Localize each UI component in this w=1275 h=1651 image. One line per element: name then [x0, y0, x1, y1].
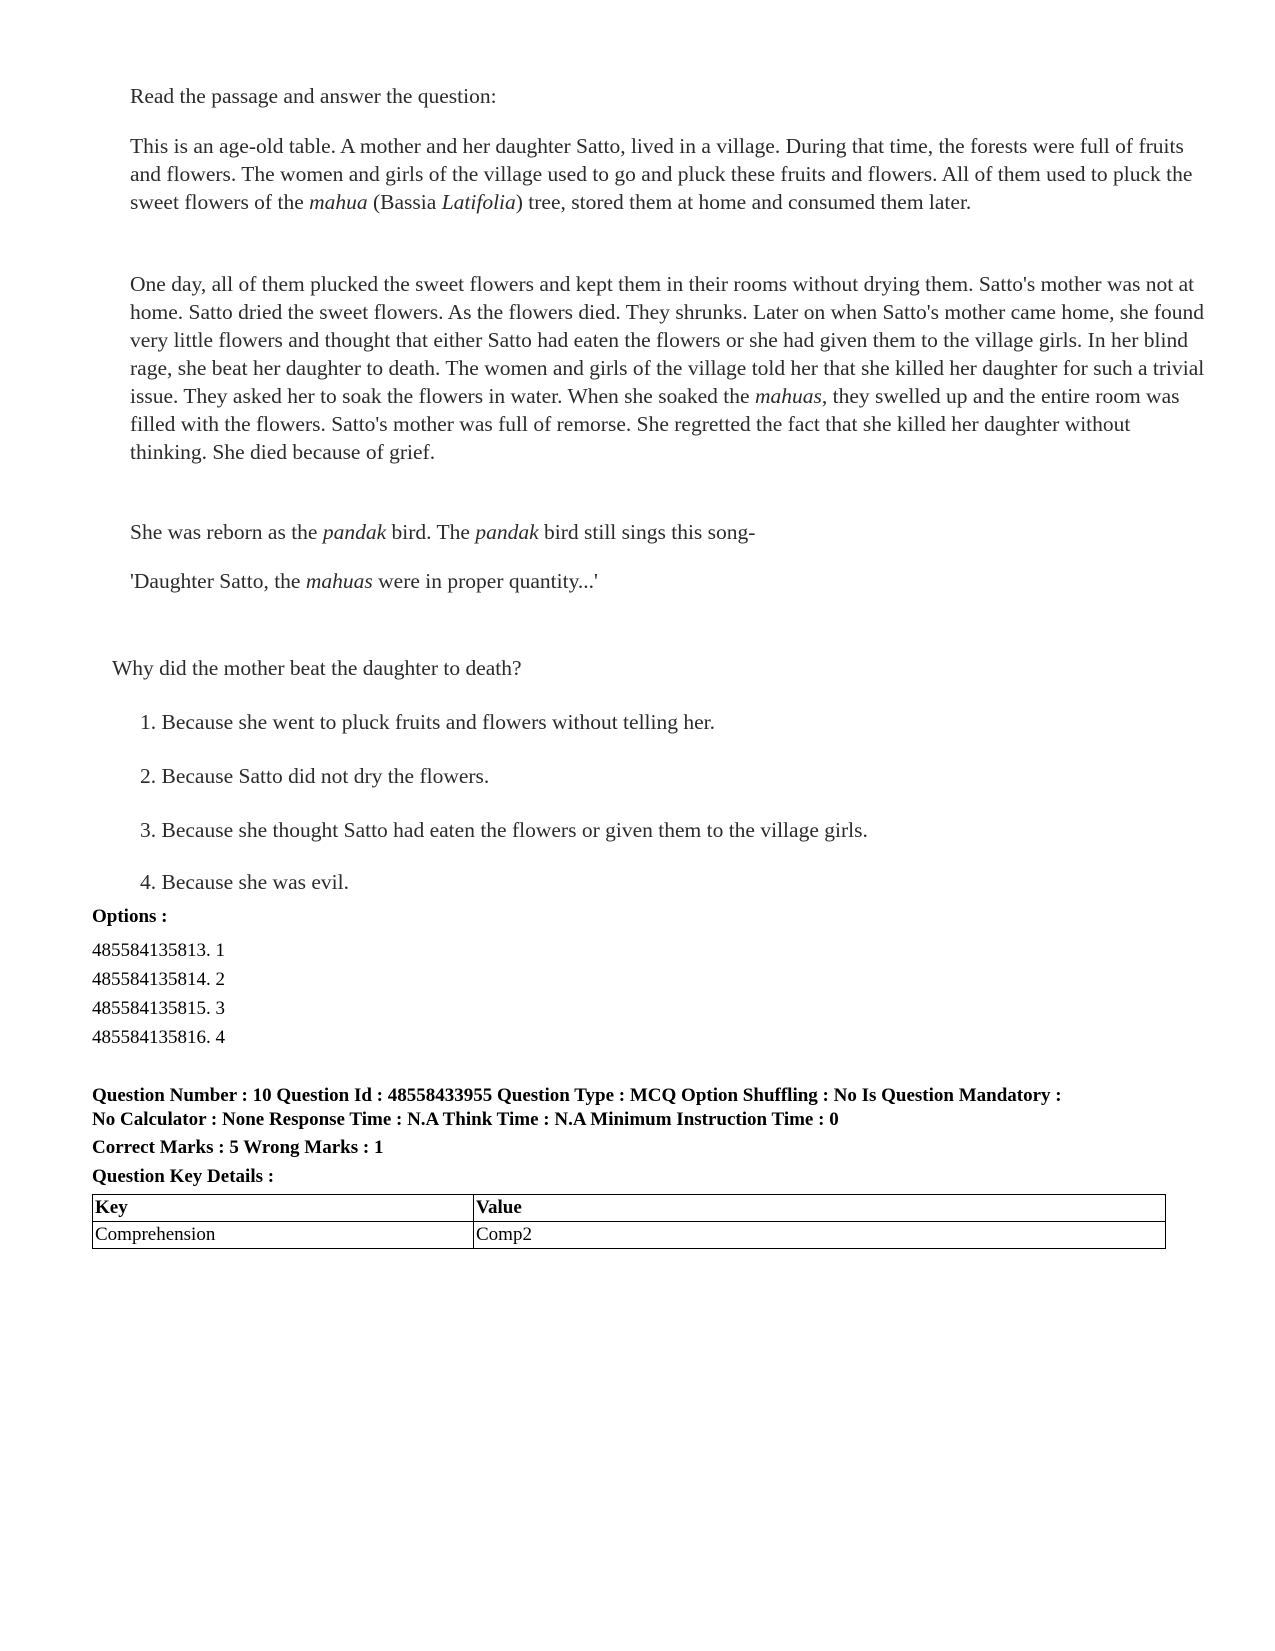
- question-choice-2: 2. Because Satto did not dry the flowers.: [140, 764, 490, 788]
- options-heading: Options :: [92, 906, 168, 927]
- option-item: 485584135814. 2: [92, 969, 225, 990]
- question-metadata-line-1: Question Number : 10 Question Id : 48558433955 Question Type : MCQ Option Shuffling : No Is Question Mandatory :: [92, 1085, 1062, 1106]
- question-choice-4: 4. Because she was evil.: [140, 870, 349, 894]
- table-cell-key: Comprehension: [93, 1222, 474, 1249]
- key-details-table: [92, 1194, 1166, 1249]
- option-item: 485584135815. 3: [92, 998, 225, 1019]
- passage-paragraph-3: She was reborn as the pandak bird. The pandak bird still sings this song-: [130, 520, 756, 544]
- marks-info: Correct Marks : 5 Wrong Marks : 1: [92, 1137, 384, 1158]
- passage-paragraph-4: 'Daughter Satto, the mahuas were in proper quantity...': [130, 569, 598, 593]
- passage-instruction: Read the passage and answer the question:: [130, 84, 497, 108]
- table-header-row: [93, 1195, 1166, 1222]
- table-cell-value: Comp2: [474, 1222, 1166, 1249]
- table-row: [93, 1222, 1166, 1249]
- question-metadata: [92, 1084, 1192, 1132]
- question-metadata-line-2: No Calculator : None Response Time : N.A Think Time : N.A Minimum Instruction Time : 0: [92, 1109, 839, 1130]
- key-details-heading: Question Key Details :: [92, 1166, 275, 1187]
- passage-paragraph-2: One day, all of them plucked the sweet flowers and kept them in their rooms without drying them. Satto's mother was not at home. Satto dried the sweet flowers. As the flowers died. They shrunks. Later on when Satto's mother came home, she found very little flowers and thought that either Satto had eaten the flowers or she had given them to the village girls. In her blind rage, she beat her daughter to death. The women and girls of the village told her that she killed her daughter for such a trivial issue. They asked her to soak the flowers in water. When she soaked the mahuas, they swelled up and the entire room was filled with the flowers. Satto's mother was full of remorse. She regretted the fact that she killed her daughter without thinking. She died because of grief.: [130, 272, 1205, 464]
- option-item: 485584135813. 1: [92, 940, 225, 961]
- question-choice-3: 3. Because she thought Satto had eaten the flowers or given them to the village girls.: [140, 818, 868, 842]
- question-text: Why did the mother beat the daughter to death?: [112, 656, 522, 680]
- passage-paragraph-1: This is an age-old table. A mother and her daughter Satto, lived in a village. During that time, the forests were full of fruits and flowers. The women and girls of the village used to go and pluck these fruits and flowers. All of them used to pluck the sweet flowers of the mahua (Bassia Latifolia) tree, stored them at home and consumed them later.: [130, 134, 1193, 214]
- table-header-value: Value: [474, 1195, 1166, 1222]
- option-item: 485584135816. 4: [92, 1027, 225, 1048]
- question-choice-1: 1. Because she went to pluck fruits and flowers without telling her.: [140, 710, 715, 734]
- options-list: [92, 936, 225, 1052]
- table-header-key: Key: [93, 1195, 474, 1222]
